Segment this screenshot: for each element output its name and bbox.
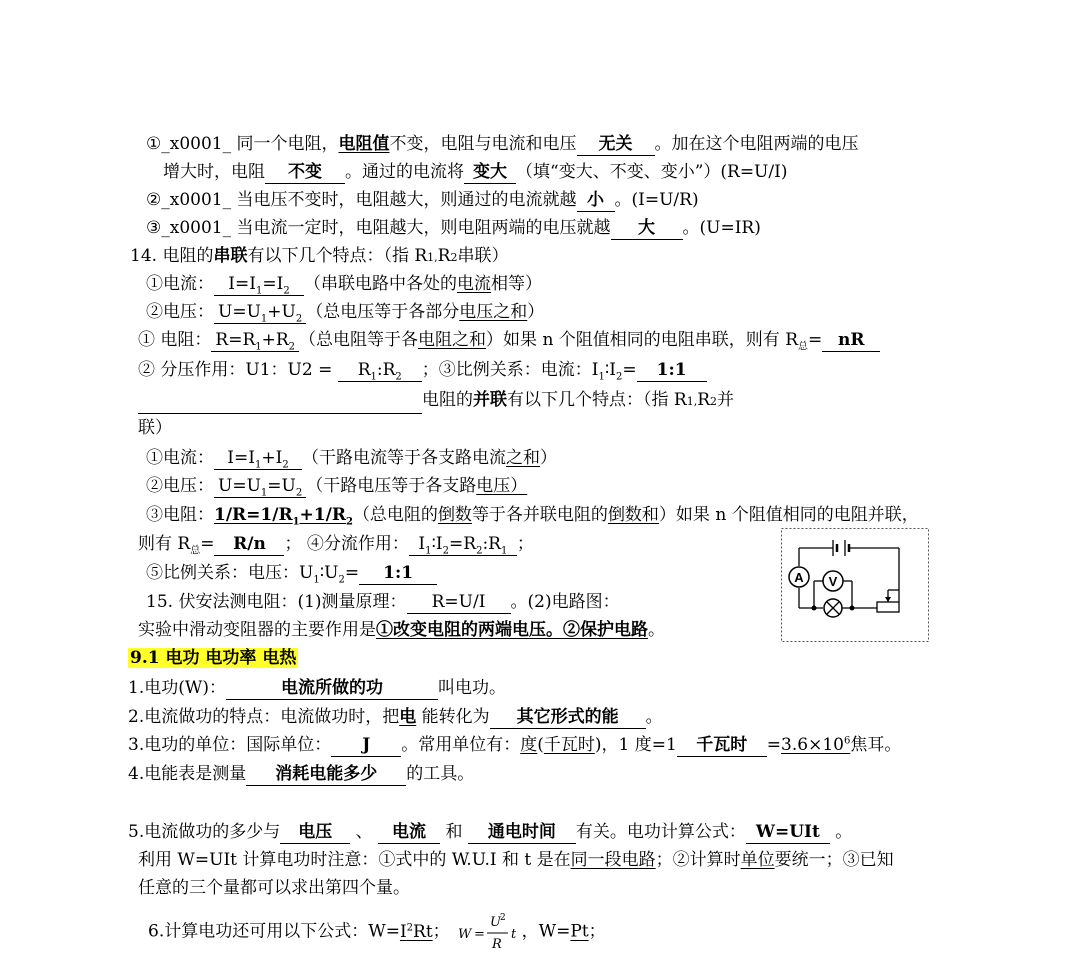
blank-R-over-n: R/n — [214, 533, 284, 556]
blank-series-resistance: $R=R_1+R_2$ — [211, 329, 299, 352]
formula-notes-cont: 任意的三个量都可以求出第四个量。 — [138, 878, 410, 898]
parallel-total-and-divider: 则有 $R_总= R/n$ ； ④分流作用： $I_1∶I_2=R_2:R_1$ ； — [138, 534, 534, 557]
blank-no-relation: 无关 — [577, 133, 655, 156]
voltammeter-method: 15. 伏安法测电阻：(1)测量原理： R=U/I 。(2)电路图： — [146, 592, 620, 612]
fraction-formula — [456, 912, 522, 952]
svg-text:W: W — [457, 927, 472, 942]
series-divider: ② 分压作用：U1：$U2 = R_1:R_2$ ；③比例关系：电流：$I_1∶I_2=$ 1:1 — [138, 358, 707, 384]
blank-voltage: 电压 — [280, 821, 350, 844]
electric-work-feature: 2.电流做功的特点：电流做功时，把电 能转化为 其它形式的能 。 — [128, 707, 663, 727]
blank-unchanged: 不变 — [265, 161, 345, 184]
svg-text:2: 2 — [499, 913, 506, 923]
svg-text:U: U — [489, 915, 501, 930]
blank-series-voltage: $U=U_1+U_2$ — [214, 301, 306, 324]
ammeter-icon — [789, 567, 809, 587]
other-work-formulas: 6.计算电功还可用以下公式：$W=I^2Rt$； W = U 2 R t ，W=Pt； — [148, 913, 606, 952]
lamp-icon — [824, 599, 842, 617]
electric-work-units: 3.电功的单位：国际单位： J 。常用单位有：度(千瓦时)，1 度=1 千瓦时 $=3.6\times 10^6$焦耳。 — [128, 735, 902, 755]
rheostat-icon — [877, 590, 899, 612]
blank-time: 通电时间 — [468, 821, 576, 844]
blank-other-energy: 其它形式的能 — [490, 706, 646, 729]
blank-current: 电流 — [378, 821, 440, 844]
blank-parallel-voltage: $U=U_1=U_2$ — [214, 475, 306, 498]
series-voltage: ②电压： $U=U_1+U_2$ （总电压等于各部分电压之和） — [146, 302, 545, 325]
blank-increase: 变大 — [464, 161, 516, 184]
svg-text:A: A — [794, 570, 804, 585]
electric-work-definition: 1.电功(W)： 电流所做的功 叫电功。 — [128, 678, 506, 698]
parallel-resistance: ③电阻：$1/R=1/R_1+1/R_2$（总电阻的倒数等于各并联电阻的倒数和）如果 n 个阻值相同的电阻并联， — [146, 505, 919, 528]
blank-series-current: $I=I_1=I_2$ — [214, 273, 304, 296]
parallel-title: 电阻的并联有以下几个特点：（指 R1,R2并 — [138, 388, 734, 414]
blank-nR: nR — [822, 329, 880, 352]
formula-notes: 利用 W=UIt 计算电功时注意：①式中的 W.U.I 和 t 是在同一段电路；②计算时单位要统一；③已知 — [138, 850, 894, 870]
parallel-resistance-formula: $1/R=1/R_1+1/R_2$ — [214, 505, 353, 528]
blank-work-by-current: 电流所做的功 — [226, 677, 438, 700]
battery-icon — [799, 540, 899, 556]
work-factors: 5.电流做功的多少与 电压 、 电流 和 通电时间 有关。电功计算公式： W=UIt 。 — [128, 822, 853, 842]
rheostat-role: 实验中滑动变阻器的主要作用是①改变电阻的两端电压。②保护电路。 — [138, 620, 665, 640]
parallel-ratio: ⑤比例关系：电压：$U_1∶U_2=$ 1:1 — [146, 561, 437, 587]
parallel-current: ①电流： $I=I_1+I_2$ （干路电流等于各支路电流之和） — [146, 448, 557, 471]
blank-parallel-current: $I=I_1+I_2$ — [214, 447, 302, 470]
long-blank-line — [138, 393, 422, 414]
ohm-statement-1-line1: ①_x0001_ 同一个电阻，电阻值不变，电阻与电流和电压 无关 。加在这个电阻两端的电压 — [146, 134, 859, 154]
ohm-statement-3: ③_x0001_ 当电流一定时，电阻越大，则电阻两端的电压就越 大 。(U=IR) — [146, 218, 761, 238]
ohm-statement-2: ②_x0001_ 当电压不变时，电阻越大，则通过的电流就越 小 。(I=U/R) — [146, 190, 699, 210]
series-current: ①电流： $I=I_1=I_2$ （串联电路中各处的电流相等） — [146, 274, 542, 297]
svg-text:=: = — [473, 927, 485, 942]
blank-current-divider: $I_1∶I_2=R_2:R_1$ — [409, 533, 517, 556]
svg-text:t: t — [510, 927, 516, 942]
series-title: 14. 电阻的串联有以下几个特点：（指 R1,R2串联） — [130, 246, 509, 266]
parallel-voltage: ②电压： $U=U_1=U_2$ （干路电压等于各支路电压） — [146, 476, 528, 499]
svg-text:V: V — [828, 574, 838, 589]
blank-larger: 大 — [611, 217, 683, 240]
blank-energy-consumed: 消耗电能多少 — [246, 763, 406, 786]
svg-text:R: R — [491, 937, 502, 952]
ohm-statement-1-line2: 增大时，电阻 不变 。通过的电流将 变大 （填“变大、不变、变小”）(R=U/I) — [163, 162, 788, 182]
blank-smaller: 小 — [577, 189, 615, 212]
voltmeter-icon — [823, 571, 843, 591]
circuit-diagram — [781, 528, 929, 642]
electricity-meter: 4.电能表是测量 消耗电能多少 的工具。 — [128, 764, 475, 784]
section-heading: 9.1 电功 电功率 电热 — [130, 648, 297, 668]
blank-joule: J — [331, 734, 401, 757]
series-resistance: ① 电阻： $R=R_1+R_2$ （总电阻等于各电阻之和）如果 n 个阻值相同的电阻串联，则有 $R_总=$ nR — [138, 328, 880, 354]
blank-principle: R=U/I — [407, 591, 511, 614]
parallel-title-cont: 联） — [138, 418, 172, 438]
blank-voltage-ratio: 1:1 — [359, 562, 437, 585]
blank-r1-r2: $R_1:R_2$ — [338, 359, 422, 382]
blank-kilowatt-hour: 千瓦时 — [677, 734, 767, 757]
blank-current-ratio: 1:1 — [637, 359, 707, 382]
blank-work-formula: W=UIt — [746, 821, 830, 844]
